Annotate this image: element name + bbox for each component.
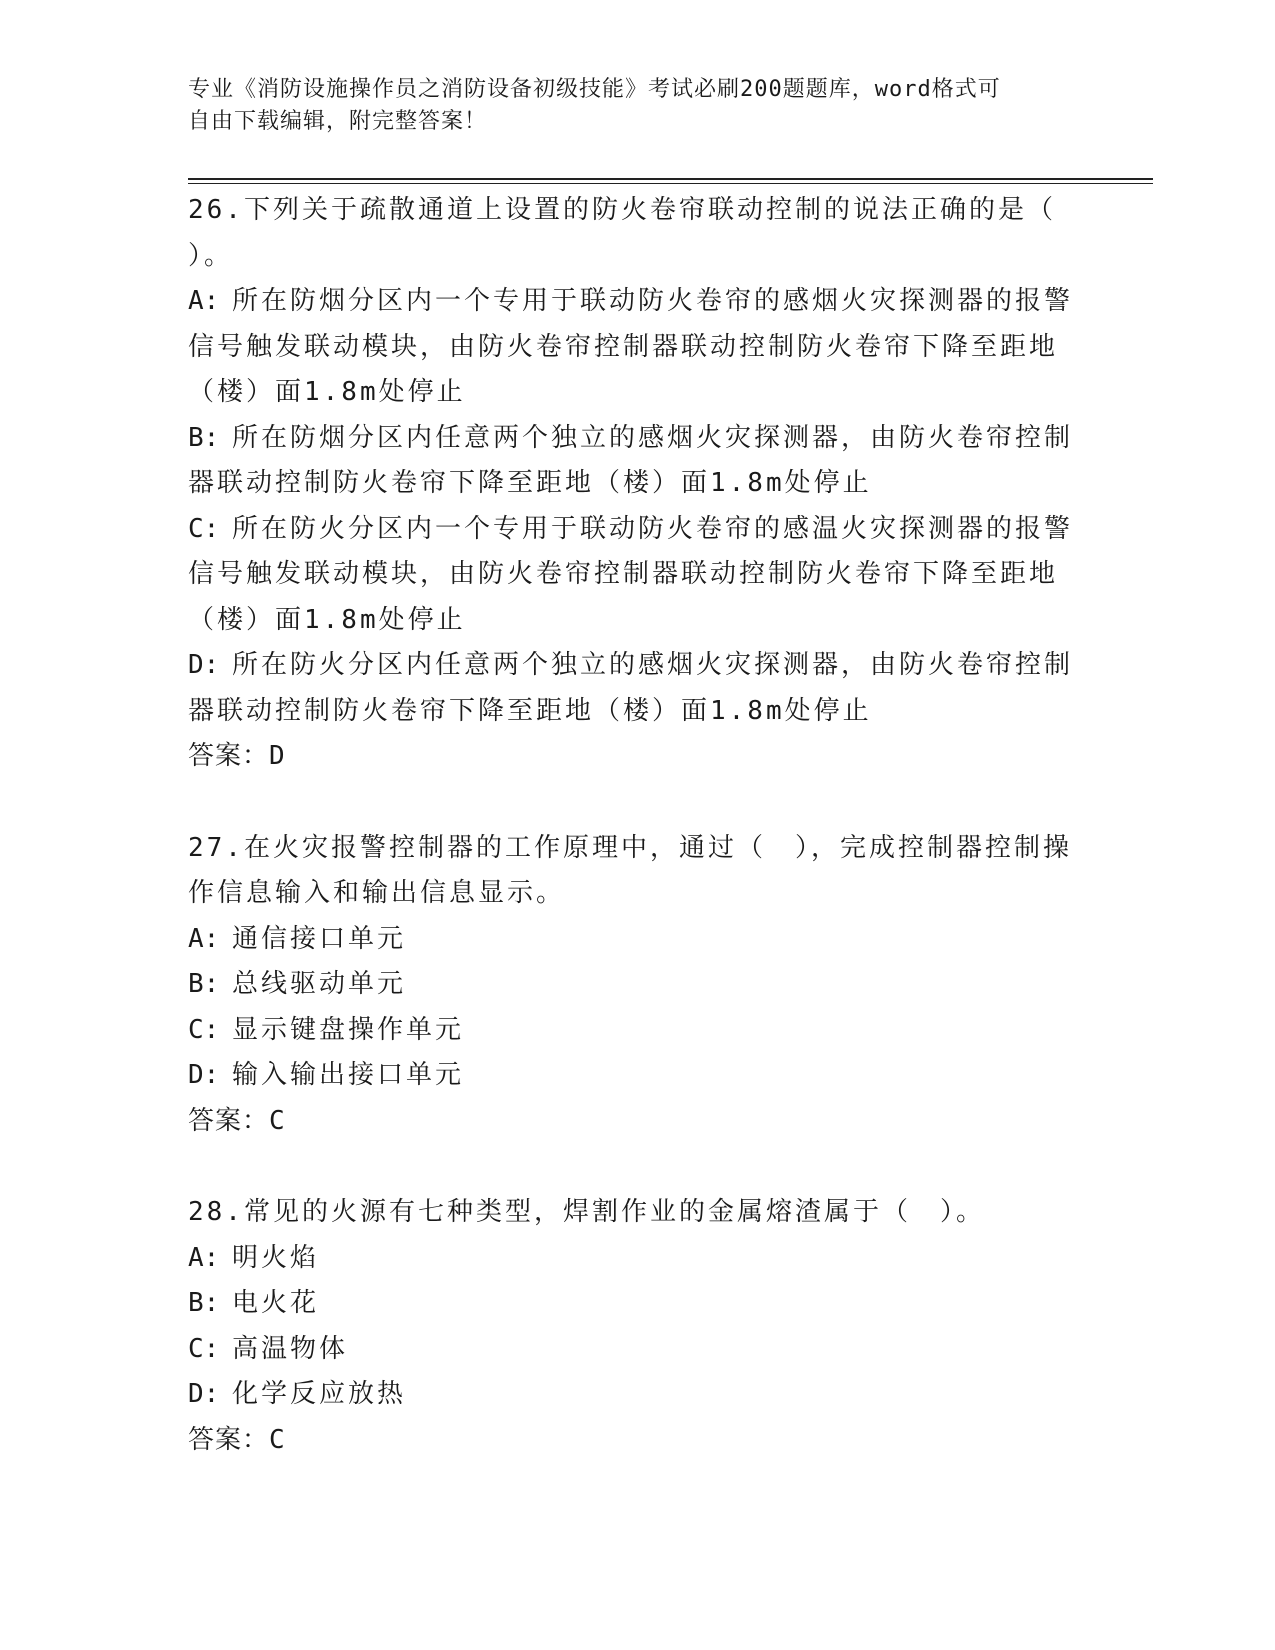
question-stem: 26.下列关于疏散通道上设置的防火卷帘联动控制的说法正确的是（ xyxy=(188,195,1056,225)
option-3 xyxy=(188,598,1088,644)
option-text: （楼）面1.8m处停止 xyxy=(188,377,466,407)
question-stem: 作信息输入和输出信息显示。 xyxy=(188,878,566,908)
option-2 xyxy=(188,1281,1088,1327)
header-line-1: 专业《消防设施操作员之消防设备初级技能》考试必刷200题题库，word格式可 xyxy=(188,77,1001,102)
option-letter: B: xyxy=(188,1288,220,1318)
option-letter: C: xyxy=(188,1014,220,1045)
option-1 xyxy=(188,917,1088,963)
option-text: 明火焰 xyxy=(232,1242,320,1273)
option-4 xyxy=(188,1053,1088,1099)
option-2 xyxy=(188,962,1088,1008)
option-3 xyxy=(188,507,1088,553)
option-text: 输入输出接口单元 xyxy=(232,1060,465,1090)
option-letter: C: xyxy=(188,513,220,544)
option-text: 所在防火分区内任意两个独立的感烟火灾探测器，由防火卷帘控制 xyxy=(232,650,1074,680)
option-text: 所在防烟分区内一个专用于联动防火卷帘的感烟火灾探测器的报警 xyxy=(232,286,1074,316)
header-divider-thick xyxy=(188,178,1153,180)
option-letter: B: xyxy=(188,422,220,453)
option-letter: A: xyxy=(188,1242,220,1273)
header-divider-thin xyxy=(188,183,1153,184)
option-letter: A: xyxy=(188,286,220,316)
answer-line xyxy=(188,1099,1088,1145)
answer-label: 答案： xyxy=(188,1105,270,1136)
option-text: 高温物体 xyxy=(232,1333,349,1364)
option-3 xyxy=(188,1327,1088,1373)
question-block xyxy=(188,1190,1088,1463)
option-text: 化学反应放热 xyxy=(232,1379,407,1409)
answer-line xyxy=(188,1418,1088,1464)
option-text: 信号触发联动模块，由防火卷帘控制器联动控制防火卷帘下降至距地 xyxy=(188,331,1059,362)
answer-value: C xyxy=(269,1105,286,1136)
question-stem: ）。 xyxy=(188,240,234,271)
option-text: （楼）面1.8m处停止 xyxy=(188,604,466,635)
answer-value: C xyxy=(269,1424,286,1455)
option-1 xyxy=(188,1236,1088,1282)
option-3 xyxy=(188,552,1088,598)
answer-label: 答案： xyxy=(188,741,270,771)
option-letter: C: xyxy=(188,1333,220,1364)
option-1 xyxy=(188,370,1088,416)
option-letter: A: xyxy=(188,923,220,954)
option-text: 信号触发联动模块，由防火卷帘控制器联动控制防火卷帘下降至距地 xyxy=(188,559,1059,589)
header-line-2: 自由下载编辑，附完整答案！ xyxy=(188,109,488,134)
option-letter: B: xyxy=(188,969,220,999)
option-letter: D: xyxy=(188,650,220,680)
option-1 xyxy=(188,279,1088,325)
document-header xyxy=(188,74,1088,138)
option-text: 显示键盘操作单元 xyxy=(232,1014,465,1045)
option-3 xyxy=(188,1008,1088,1054)
option-letter: D: xyxy=(188,1060,220,1090)
option-4 xyxy=(188,643,1088,689)
option-2 xyxy=(188,416,1088,462)
option-text: 电火花 xyxy=(232,1288,320,1318)
answer-line xyxy=(188,734,1088,780)
option-text: 总线驱动单元 xyxy=(232,969,407,999)
answer-label: 答案： xyxy=(188,1424,270,1455)
option-2 xyxy=(188,461,1088,507)
question-list xyxy=(188,188,1088,1509)
question-block xyxy=(188,188,1088,780)
option-text: 所在防烟分区内任意两个独立的感烟火灾探测器，由防火卷帘控制 xyxy=(232,422,1074,453)
option-text: 器联动控制防火卷帘下降至距地（楼）面1.8m处停止 xyxy=(188,468,872,498)
question-block xyxy=(188,826,1088,1145)
option-letter: D: xyxy=(188,1379,220,1409)
option-text: 所在防火分区内一个专用于联动防火卷帘的感温火灾探测器的报警 xyxy=(232,513,1074,544)
option-4 xyxy=(188,1372,1088,1418)
option-1 xyxy=(188,325,1088,371)
answer-value: D xyxy=(269,741,286,771)
question-stem: 27.在火灾报警控制器的工作原理中，通过（ ），完成控制器控制操 xyxy=(188,832,1072,863)
option-text: 器联动控制防火卷帘下降至距地（楼）面1.8m处停止 xyxy=(188,695,872,726)
option-4 xyxy=(188,689,1088,735)
option-text: 通信接口单元 xyxy=(232,923,407,954)
question-stem: 28.常见的火源有七种类型，焊割作业的金属熔渣属于（ ）。 xyxy=(188,1197,985,1227)
